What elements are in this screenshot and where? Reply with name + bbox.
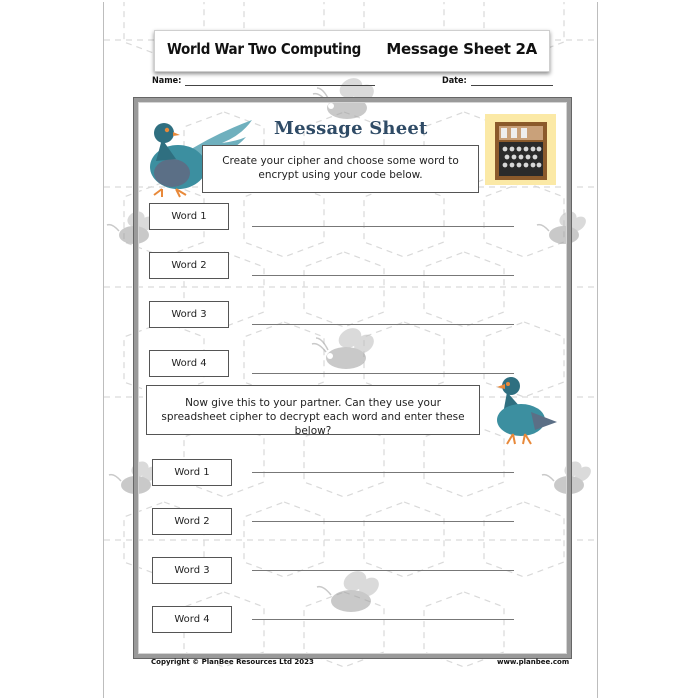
decrypt-word-box-2: Word 2 xyxy=(152,508,232,535)
sheet-title: Message Sheet xyxy=(274,118,428,139)
copyright-text: Copyright © PlanBee Resources Ltd 2023 xyxy=(151,658,314,666)
decrypt-word-box-3: Word 3 xyxy=(152,557,232,584)
name-field[interactable] xyxy=(152,76,375,86)
header-bar xyxy=(154,30,550,72)
encrypt-answer-line-1[interactable] xyxy=(252,226,514,227)
encrypt-answer-line-3[interactable] xyxy=(252,324,514,325)
website-text: www.planbee.com xyxy=(497,658,570,666)
encrypt-answer-line-2[interactable] xyxy=(252,275,514,276)
date-field[interactable] xyxy=(442,76,553,86)
decrypt-word-box-4: Word 4 xyxy=(152,606,232,633)
date-line[interactable] xyxy=(471,76,553,86)
encrypt-word-box-2: Word 2 xyxy=(149,252,229,279)
topic-title: World War Two Computing xyxy=(167,40,362,58)
decrypt-answer-line-1[interactable] xyxy=(252,472,514,473)
encrypt-word-box-3: Word 3 xyxy=(149,301,229,328)
instruction-box-encrypt xyxy=(202,145,479,193)
instruction-box-decrypt xyxy=(146,385,480,435)
instruction-text-encrypt: Create your cipher and choose some word to encrypt using your code below. xyxy=(222,155,459,181)
name-label: Name: xyxy=(152,76,182,86)
decrypt-answer-line-2[interactable] xyxy=(252,521,514,522)
pigeon-icon xyxy=(491,374,561,452)
decrypt-answer-line-4[interactable] xyxy=(252,619,514,620)
enigma-machine-icon xyxy=(485,114,556,185)
worksheet-page xyxy=(103,2,598,698)
instruction-text-decrypt: Now give this to your partner. Can they use your spreadsheet cipher to decrypt each word and enter these below? xyxy=(161,397,465,437)
encrypt-answer-line-4[interactable] xyxy=(252,373,514,374)
date-label: Date: xyxy=(442,76,467,86)
decrypt-word-box-1: Word 1 xyxy=(152,459,232,486)
encrypt-word-box-1: Word 1 xyxy=(149,203,229,230)
encrypt-word-box-4: Word 4 xyxy=(149,350,229,377)
sheet-id-title: Message Sheet 2A xyxy=(386,40,537,58)
name-line[interactable] xyxy=(185,76,375,86)
decrypt-answer-line-3[interactable] xyxy=(252,570,514,571)
